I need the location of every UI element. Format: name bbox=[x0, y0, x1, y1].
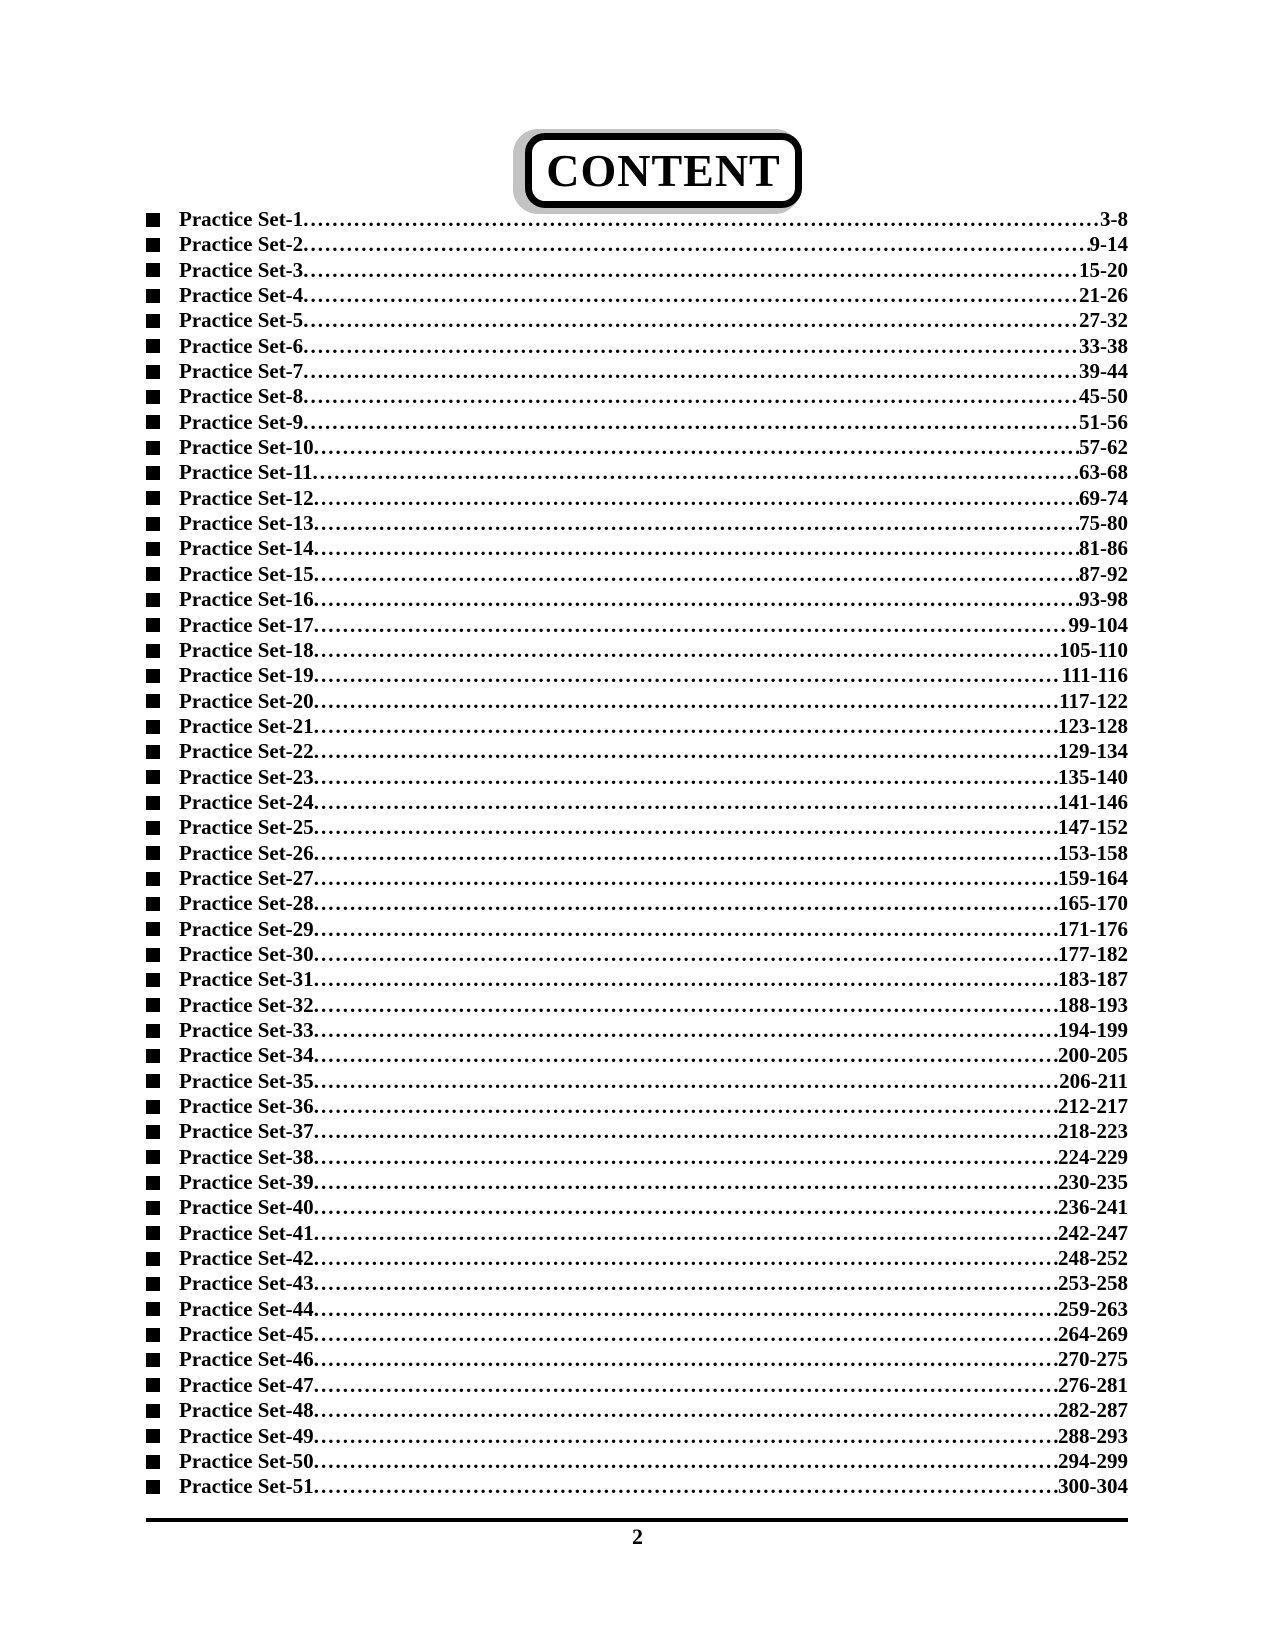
square-bullet-icon bbox=[146, 365, 160, 379]
toc-entry bbox=[146, 258, 1128, 283]
toc-entry-label: Practice Set-4 bbox=[179, 283, 304, 308]
square-bullet-icon bbox=[146, 872, 160, 886]
toc-entry-pages: 105-110 bbox=[1059, 637, 1128, 662]
dot-leader bbox=[314, 1373, 1058, 1398]
toc-entry-label: Practice Set-45 bbox=[179, 1322, 314, 1347]
toc-entry-pages: 147-152 bbox=[1058, 815, 1128, 840]
toc-entry-label: Practice Set-29 bbox=[179, 916, 314, 941]
dot-leader bbox=[314, 714, 1058, 739]
toc-entry-pages: 188-193 bbox=[1058, 992, 1128, 1017]
toc-entry bbox=[146, 1398, 1128, 1423]
toc-entry bbox=[146, 841, 1128, 866]
square-bullet-icon bbox=[146, 1125, 160, 1139]
square-bullet-icon bbox=[146, 1100, 160, 1114]
toc-entry-label: Practice Set-37 bbox=[179, 1119, 314, 1144]
content-title-box bbox=[525, 133, 802, 208]
toc-entry-pages: 75-80 bbox=[1079, 511, 1128, 536]
toc-entry-pages: 206-211 bbox=[1059, 1068, 1128, 1093]
toc-entry-label: Practice Set-12 bbox=[179, 485, 314, 510]
toc-entry-label: Practice Set-23 bbox=[179, 764, 314, 789]
toc-entry bbox=[146, 1449, 1128, 1474]
square-bullet-icon bbox=[146, 922, 160, 936]
toc-entry-label: Practice Set-1 bbox=[179, 207, 304, 231]
square-bullet-icon bbox=[146, 466, 160, 480]
square-bullet-icon bbox=[146, 441, 160, 455]
toc-entry bbox=[146, 967, 1128, 992]
toc-entry bbox=[146, 359, 1128, 384]
toc-entry bbox=[146, 511, 1128, 536]
toc-entry-label: Practice Set-20 bbox=[179, 688, 314, 713]
toc-entry bbox=[146, 638, 1128, 663]
square-bullet-icon bbox=[146, 517, 160, 531]
dot-leader bbox=[314, 1449, 1058, 1474]
square-bullet-icon bbox=[146, 1049, 160, 1063]
toc-entry bbox=[146, 891, 1128, 916]
toc-entry bbox=[146, 765, 1128, 790]
square-bullet-icon bbox=[146, 415, 160, 429]
toc-entry bbox=[146, 613, 1128, 638]
toc-entry-label: Practice Set-50 bbox=[179, 1448, 314, 1473]
toc-entry-pages: 288-293 bbox=[1058, 1423, 1128, 1448]
dot-leader bbox=[303, 359, 1079, 384]
toc-entry-label: Practice Set-51 bbox=[179, 1474, 314, 1499]
square-bullet-icon bbox=[146, 339, 160, 353]
dot-leader bbox=[314, 638, 1059, 663]
toc-list bbox=[146, 207, 1128, 1500]
square-bullet-icon bbox=[146, 491, 160, 505]
toc-entry-pages: 300-304 bbox=[1058, 1474, 1128, 1499]
toc-entry bbox=[146, 917, 1128, 942]
toc-entry-pages: 21-26 bbox=[1079, 283, 1128, 308]
dot-leader bbox=[314, 689, 1059, 714]
dot-leader bbox=[314, 1094, 1058, 1119]
toc-entry-pages: 99-104 bbox=[1068, 612, 1128, 637]
dot-leader bbox=[314, 536, 1079, 561]
toc-entry-pages: 194-199 bbox=[1058, 1018, 1128, 1042]
square-bullet-icon bbox=[146, 948, 160, 962]
dot-leader bbox=[314, 435, 1079, 460]
toc-entry bbox=[146, 689, 1128, 714]
dot-leader bbox=[303, 207, 1100, 232]
dot-leader bbox=[314, 993, 1058, 1018]
toc-entry-pages: 242-247 bbox=[1058, 1220, 1128, 1245]
toc-entry bbox=[146, 1094, 1128, 1119]
square-bullet-icon bbox=[146, 1328, 160, 1342]
toc-entry-label: Practice Set-41 bbox=[179, 1220, 314, 1245]
dot-leader bbox=[314, 1119, 1058, 1144]
dot-leader bbox=[314, 891, 1058, 916]
square-bullet-icon bbox=[146, 1353, 160, 1367]
toc-entry-pages: 27-32 bbox=[1079, 308, 1128, 333]
square-bullet-icon bbox=[146, 745, 160, 759]
toc-entry bbox=[146, 815, 1128, 840]
toc-entry-pages: 135-140 bbox=[1058, 764, 1128, 789]
toc-entry-pages: 159-164 bbox=[1058, 865, 1128, 890]
toc-entry-label: Practice Set-14 bbox=[179, 536, 314, 561]
footer-rule bbox=[146, 1518, 1128, 1522]
toc-entry bbox=[146, 1297, 1128, 1322]
dot-leader bbox=[314, 1297, 1058, 1322]
square-bullet-icon bbox=[146, 846, 160, 860]
dot-leader bbox=[303, 283, 1079, 308]
toc-entry-pages: 200-205 bbox=[1058, 1043, 1128, 1068]
dot-leader bbox=[303, 232, 1089, 257]
toc-entry-pages: 123-128 bbox=[1058, 713, 1128, 738]
toc-entry-label: Practice Set-10 bbox=[179, 435, 314, 460]
square-bullet-icon bbox=[146, 1302, 160, 1316]
toc-entry-pages: 51-56 bbox=[1079, 409, 1128, 434]
square-bullet-icon bbox=[146, 593, 160, 607]
toc-entry-label: Practice Set-48 bbox=[179, 1398, 314, 1423]
toc-entry bbox=[146, 714, 1128, 739]
toc-entry-label: Practice Set-26 bbox=[179, 840, 314, 865]
toc-entry bbox=[146, 663, 1128, 688]
dot-leader bbox=[314, 486, 1079, 511]
dot-leader bbox=[313, 460, 1079, 485]
dot-leader bbox=[314, 1221, 1058, 1246]
square-bullet-icon bbox=[146, 821, 160, 835]
toc-entry-label: Practice Set-49 bbox=[179, 1423, 314, 1448]
dot-leader bbox=[314, 562, 1079, 587]
toc-entry bbox=[146, 1347, 1128, 1372]
toc-entry-label: Practice Set-24 bbox=[179, 789, 314, 814]
toc-entry bbox=[146, 942, 1128, 967]
dot-leader bbox=[303, 308, 1079, 333]
toc-entry-label: Practice Set-13 bbox=[179, 511, 314, 536]
square-bullet-icon bbox=[146, 1252, 160, 1266]
toc-entry bbox=[146, 283, 1128, 308]
toc-entry-label: Practice Set-43 bbox=[179, 1271, 314, 1296]
toc-entry-label: Practice Set-35 bbox=[179, 1068, 314, 1093]
toc-entry-label: Practice Set-46 bbox=[179, 1347, 314, 1372]
toc-entry-pages: 39-44 bbox=[1079, 359, 1128, 384]
toc-entry bbox=[146, 739, 1128, 764]
toc-entry-label: Practice Set-17 bbox=[179, 612, 314, 637]
toc-entry-label: Practice Set-8 bbox=[179, 384, 304, 409]
toc-entry-label: Practice Set-38 bbox=[179, 1144, 314, 1169]
square-bullet-icon bbox=[146, 694, 160, 708]
dot-leader bbox=[314, 841, 1058, 866]
toc-entry-pages: 33-38 bbox=[1079, 333, 1128, 358]
square-bullet-icon bbox=[146, 1176, 160, 1190]
toc-entry bbox=[146, 1221, 1128, 1246]
toc-entry-label: Practice Set-3 bbox=[179, 257, 304, 282]
square-bullet-icon bbox=[146, 897, 160, 911]
dot-leader bbox=[314, 866, 1058, 891]
toc-entry-pages: 111-116 bbox=[1061, 663, 1128, 688]
toc-entry-pages: 165-170 bbox=[1058, 891, 1128, 916]
toc-entry bbox=[146, 1170, 1128, 1195]
toc-entry bbox=[146, 866, 1128, 891]
toc-entry bbox=[146, 1195, 1128, 1220]
toc-entry-pages: 236-241 bbox=[1058, 1195, 1128, 1220]
toc-entry bbox=[146, 587, 1128, 612]
toc-entry bbox=[146, 1424, 1128, 1449]
toc-entry bbox=[146, 1119, 1128, 1144]
square-bullet-icon bbox=[146, 542, 160, 556]
square-bullet-icon bbox=[146, 1455, 160, 1469]
toc-entry-pages: 171-176 bbox=[1058, 916, 1128, 941]
toc-entry-pages: 259-263 bbox=[1058, 1296, 1128, 1321]
dot-leader bbox=[314, 1474, 1058, 1499]
square-bullet-icon bbox=[146, 1480, 160, 1494]
dot-leader bbox=[314, 511, 1079, 536]
toc-entry-label: Practice Set-31 bbox=[179, 967, 314, 992]
dot-leader bbox=[314, 1018, 1058, 1043]
toc-entry-label: Practice Set-15 bbox=[179, 561, 314, 586]
toc-entry-pages: 183-187 bbox=[1058, 967, 1128, 992]
dot-leader bbox=[314, 790, 1058, 815]
square-bullet-icon bbox=[146, 1226, 160, 1240]
dot-leader bbox=[303, 258, 1079, 283]
toc-entry-label: Practice Set-2 bbox=[179, 232, 304, 257]
toc-entry bbox=[146, 410, 1128, 435]
square-bullet-icon bbox=[146, 1074, 160, 1088]
toc-entry-pages: 15-20 bbox=[1079, 257, 1128, 282]
toc-entry-label: Practice Set-34 bbox=[179, 1043, 314, 1068]
toc-entry-label: Practice Set-22 bbox=[179, 739, 314, 764]
toc-entry bbox=[146, 1322, 1128, 1347]
toc-entry-pages: 253-258 bbox=[1058, 1271, 1128, 1296]
square-bullet-icon bbox=[146, 238, 160, 252]
dot-leader bbox=[314, 765, 1058, 790]
dot-leader bbox=[314, 587, 1079, 612]
toc-entry bbox=[146, 790, 1128, 815]
toc-entry-label: Practice Set-47 bbox=[179, 1372, 314, 1397]
dot-leader bbox=[314, 1043, 1058, 1068]
dot-leader bbox=[314, 663, 1062, 688]
toc-entry-label: Practice Set-39 bbox=[179, 1170, 314, 1195]
dot-leader bbox=[314, 967, 1058, 992]
toc-entry-pages: 57-62 bbox=[1079, 435, 1128, 460]
page-number: 2 bbox=[632, 1524, 643, 1549]
square-bullet-icon bbox=[146, 998, 160, 1012]
toc-entry-label: Practice Set-40 bbox=[179, 1195, 314, 1220]
dot-leader bbox=[314, 1145, 1058, 1170]
square-bullet-icon bbox=[146, 1378, 160, 1392]
square-bullet-icon bbox=[146, 1277, 160, 1291]
toc-entry bbox=[146, 536, 1128, 561]
square-bullet-icon bbox=[146, 1429, 160, 1443]
dot-leader bbox=[314, 1246, 1058, 1271]
toc-entry-label: Practice Set-6 bbox=[179, 333, 304, 358]
square-bullet-icon bbox=[146, 618, 160, 632]
toc-entry-label: Practice Set-42 bbox=[179, 1246, 314, 1271]
toc-entry bbox=[146, 435, 1128, 460]
toc-entry-label: Practice Set-44 bbox=[179, 1296, 314, 1321]
toc-entry bbox=[146, 562, 1128, 587]
toc-entry-pages: 248-252 bbox=[1058, 1246, 1128, 1271]
dot-leader bbox=[314, 1069, 1059, 1094]
square-bullet-icon bbox=[146, 644, 160, 658]
square-bullet-icon bbox=[146, 1201, 160, 1215]
square-bullet-icon bbox=[146, 1024, 160, 1038]
toc-entry bbox=[146, 460, 1128, 485]
toc-entry-pages: 9-14 bbox=[1089, 232, 1128, 257]
dot-leader bbox=[314, 1170, 1058, 1195]
dot-leader bbox=[303, 334, 1079, 359]
toc-entry-label: Practice Set-9 bbox=[179, 409, 304, 434]
square-bullet-icon bbox=[146, 973, 160, 987]
toc-entry-pages: 129-134 bbox=[1058, 739, 1128, 764]
dot-leader bbox=[314, 613, 1069, 638]
toc-entry-pages: 3-8 bbox=[1100, 207, 1128, 231]
square-bullet-icon bbox=[146, 213, 160, 227]
toc-entry bbox=[146, 486, 1128, 511]
toc-entry bbox=[146, 1069, 1128, 1094]
dot-leader bbox=[314, 1398, 1058, 1423]
toc-entry-label: Practice Set-18 bbox=[179, 637, 314, 662]
square-bullet-icon bbox=[146, 567, 160, 581]
toc-entry bbox=[146, 207, 1128, 232]
toc-entry-pages: 93-98 bbox=[1079, 587, 1128, 612]
toc-entry-pages: 212-217 bbox=[1058, 1094, 1128, 1119]
toc-entry-pages: 230-235 bbox=[1058, 1170, 1128, 1195]
toc-entry-label: Practice Set-32 bbox=[179, 992, 314, 1017]
square-bullet-icon bbox=[146, 1150, 160, 1164]
toc-entry bbox=[146, 1145, 1128, 1170]
content-title-frame bbox=[525, 133, 802, 208]
toc-entry-pages: 141-146 bbox=[1058, 789, 1128, 814]
square-bullet-icon bbox=[146, 669, 160, 683]
toc-entry bbox=[146, 384, 1128, 409]
square-bullet-icon bbox=[146, 263, 160, 277]
toc-entry bbox=[146, 1271, 1128, 1296]
toc-entry-label: Practice Set-28 bbox=[179, 891, 314, 916]
toc-entry-pages: 282-287 bbox=[1058, 1398, 1128, 1423]
dot-leader bbox=[314, 1322, 1058, 1347]
toc-entry-label: Practice Set-16 bbox=[179, 587, 314, 612]
toc-entry bbox=[146, 1373, 1128, 1398]
toc-entry-pages: 69-74 bbox=[1079, 485, 1128, 510]
toc-entry-label: Practice Set-21 bbox=[179, 713, 314, 738]
toc-entry-pages: 63-68 bbox=[1079, 460, 1128, 485]
toc-entry-label: Practice Set-25 bbox=[179, 815, 314, 840]
toc-entry-pages: 177-182 bbox=[1058, 941, 1128, 966]
square-bullet-icon bbox=[146, 720, 160, 734]
toc-entry-pages: 270-275 bbox=[1058, 1347, 1128, 1372]
square-bullet-icon bbox=[146, 314, 160, 328]
toc-entry-pages: 276-281 bbox=[1058, 1372, 1128, 1397]
toc-entry-pages: 294-299 bbox=[1058, 1448, 1128, 1473]
toc-entry-pages: 81-86 bbox=[1079, 536, 1128, 561]
square-bullet-icon bbox=[146, 770, 160, 784]
square-bullet-icon bbox=[146, 289, 160, 303]
toc-entry-pages: 218-223 bbox=[1058, 1119, 1128, 1144]
dot-leader bbox=[314, 917, 1058, 942]
dot-leader bbox=[314, 815, 1058, 840]
toc-entry bbox=[146, 308, 1128, 333]
toc-entry-pages: 264-269 bbox=[1058, 1322, 1128, 1347]
dot-leader bbox=[314, 1347, 1058, 1372]
toc-entry bbox=[146, 993, 1128, 1018]
toc-entry bbox=[146, 334, 1128, 359]
toc-entry bbox=[146, 1246, 1128, 1271]
dot-leader bbox=[314, 1271, 1058, 1296]
toc-entry-label: Practice Set-7 bbox=[179, 359, 304, 384]
toc-entry-label: Practice Set-30 bbox=[179, 941, 314, 966]
toc-entry-label: Practice Set-33 bbox=[179, 1018, 314, 1042]
toc-entry bbox=[146, 232, 1128, 257]
dot-leader bbox=[314, 739, 1058, 764]
dot-leader bbox=[303, 384, 1079, 409]
toc-entry-pages: 45-50 bbox=[1079, 384, 1128, 409]
toc-entry-label: Practice Set-27 bbox=[179, 865, 314, 890]
dot-leader bbox=[314, 1424, 1058, 1449]
dot-leader bbox=[314, 1195, 1058, 1220]
toc-entry-pages: 224-229 bbox=[1058, 1144, 1128, 1169]
square-bullet-icon bbox=[146, 796, 160, 810]
dot-leader bbox=[303, 410, 1079, 435]
dot-leader bbox=[314, 942, 1058, 967]
page-title: CONTENT bbox=[546, 144, 781, 196]
toc-entry-pages: 153-158 bbox=[1058, 840, 1128, 865]
square-bullet-icon bbox=[146, 390, 160, 404]
toc-entry-label: Practice Set-11 bbox=[179, 460, 313, 485]
toc-entry-label: Practice Set-5 bbox=[179, 308, 304, 333]
toc-entry-pages: 87-92 bbox=[1079, 561, 1128, 586]
toc-entry bbox=[146, 1018, 1128, 1043]
toc-entry-label: Practice Set-36 bbox=[179, 1094, 314, 1119]
toc-entry bbox=[146, 1474, 1128, 1499]
square-bullet-icon bbox=[146, 1404, 160, 1418]
toc-entry bbox=[146, 1043, 1128, 1068]
toc-entry-pages: 117-122 bbox=[1059, 688, 1128, 713]
toc-entry-label: Practice Set-19 bbox=[179, 663, 314, 688]
